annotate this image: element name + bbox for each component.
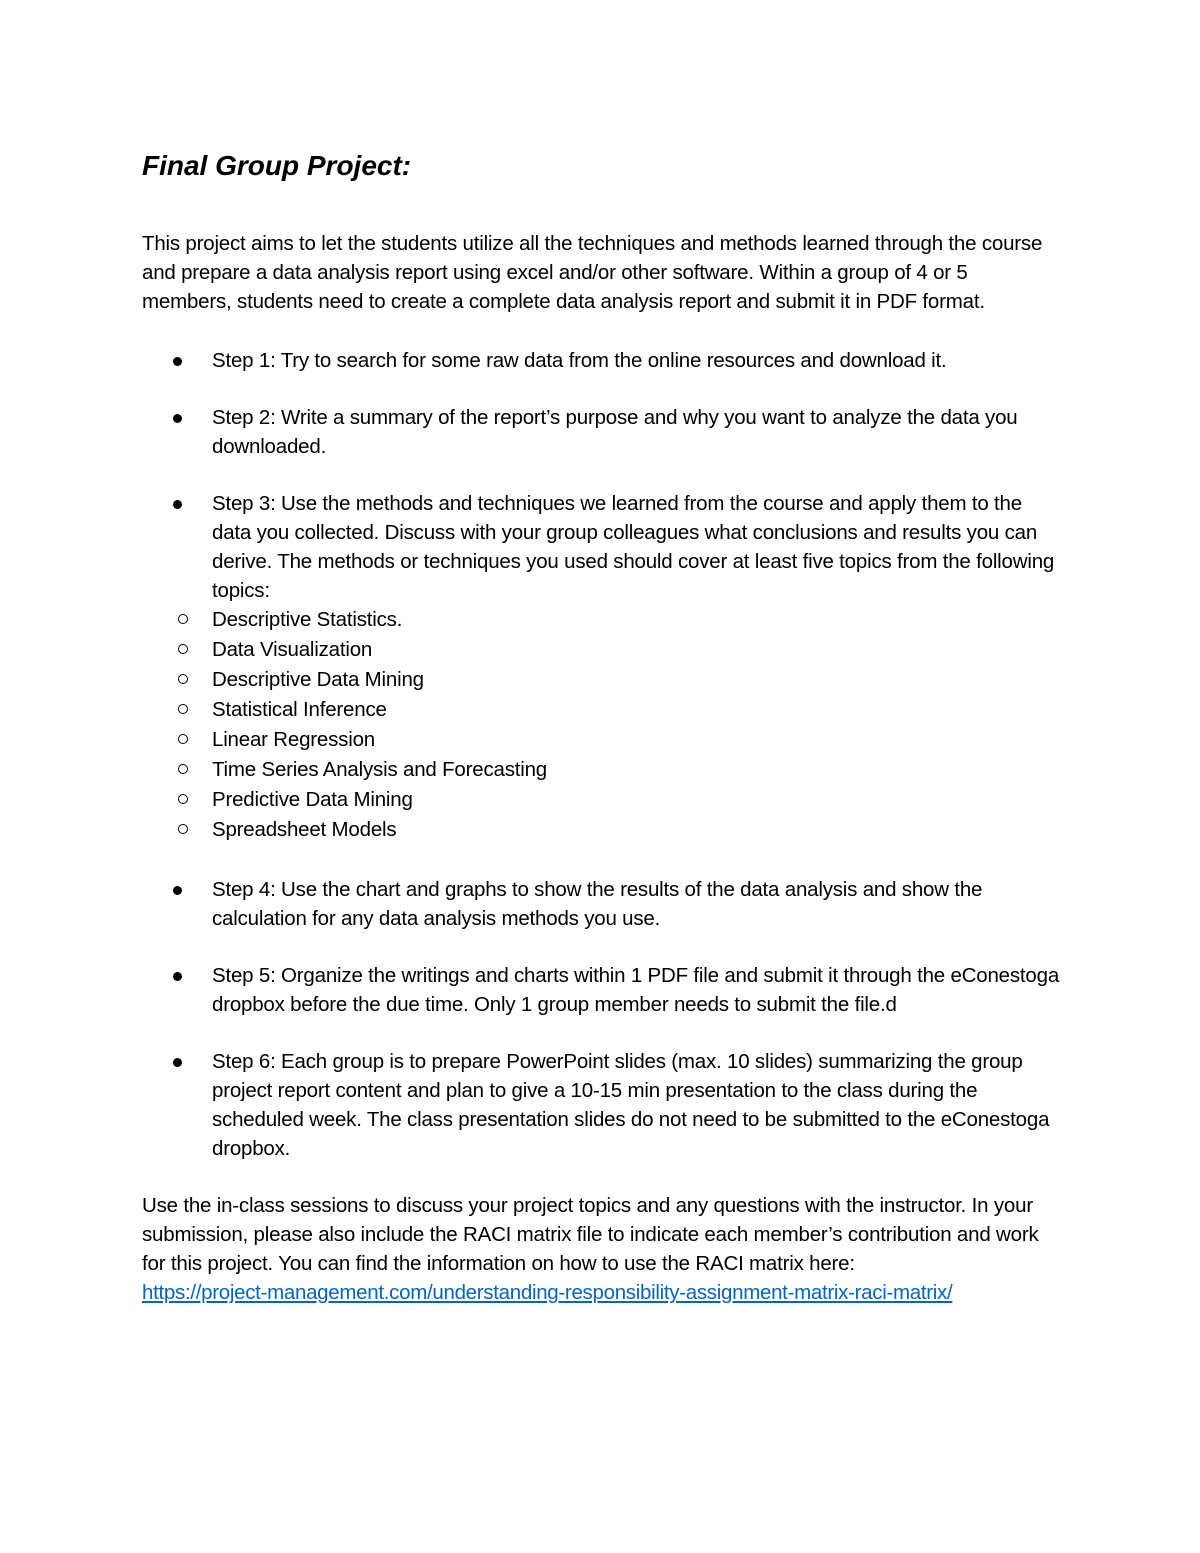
bullet-icon <box>173 357 182 366</box>
list-item-step-6 <box>142 1047 1062 1163</box>
document-body <box>142 146 1062 1307</box>
step-text: Step 5: Organize the writings and charts within 1 PDF file and submit it through the eConestoga dropbox before the due time. Only 1 group member needs to submit the file.d <box>212 964 1060 1016</box>
list-item-step-1 <box>142 346 1062 375</box>
circle-bullet-icon <box>178 704 188 714</box>
bullet-icon <box>173 886 182 895</box>
bullet-icon <box>173 972 182 981</box>
topic-text: Descriptive Data Mining <box>212 668 424 691</box>
bullet-icon <box>173 414 182 423</box>
topic-item <box>142 755 1062 785</box>
closing-paragraph <box>142 1191 1062 1307</box>
closing-text: Use the in-class sessions to discuss your project topics and any questions with the instructor. In your submission, please also include the RACI matrix file to indicate each member’s contribution and work for this project. You can find the information on how to use the RACI matrix here: <box>142 1194 1039 1275</box>
raci-matrix-link[interactable]: https://project-management.com/understanding-responsibility-assignment-matrix-raci-matrix/ <box>142 1281 953 1304</box>
bullet-icon <box>173 1058 182 1067</box>
topic-text: Descriptive Statistics. <box>212 608 403 631</box>
topic-item <box>142 725 1062 755</box>
list-item-step-4 <box>142 875 1062 933</box>
bullet-icon <box>173 500 182 509</box>
intro-paragraph: This project aims to let the students utilize all the techniques and methods learned through the course and prepare a data analysis report using excel and/or other software. Within a group of 4 or 5 members, students need to create a complete data analysis report and submit it in PDF format. <box>142 232 1043 313</box>
topics-list <box>142 605 1062 845</box>
topic-text: Linear Regression <box>212 728 375 751</box>
topic-text: Statistical Inference <box>212 698 387 721</box>
topic-text: Data Visualization <box>212 638 373 661</box>
circle-bullet-icon <box>178 764 188 774</box>
circle-bullet-icon <box>178 614 188 624</box>
list-item-step-5 <box>142 961 1062 1019</box>
circle-bullet-icon <box>178 734 188 744</box>
topic-text: Predictive Data Mining <box>212 788 413 811</box>
step-text: Step 6: Each group is to prepare PowerPoint slides (max. 10 slides) summarizing the group project report content and plan to give a 10-15 min presentation to the class during the scheduled week. The class presentation slides do not need to be submitted to the eConestoga dropbox. <box>212 1050 1050 1160</box>
list-item-step-3 <box>142 489 1062 845</box>
step-text: Step 1: Try to search for some raw data from the online resources and download it. <box>212 349 947 372</box>
topic-item <box>142 605 1062 635</box>
topic-text: Time Series Analysis and Forecasting <box>212 758 547 781</box>
step-text: Step 2: Write a summary of the report’s purpose and why you want to analyze the data you downloaded. <box>212 406 1018 458</box>
topic-item <box>142 785 1062 815</box>
circle-bullet-icon <box>178 794 188 804</box>
circle-bullet-icon <box>178 674 188 684</box>
list-item-step-2 <box>142 403 1062 461</box>
topic-item <box>142 695 1062 725</box>
topic-item <box>142 635 1062 665</box>
page-title: Final Group Project: <box>142 150 412 181</box>
step-text: Step 3: Use the methods and techniques we learned from the course and apply them to the data you collected. Discuss with your group colleagues what conclusions and results you can derive. The methods or techniques you used should cover at least five topics from the following topics: <box>212 492 1055 602</box>
circle-bullet-icon <box>178 644 188 654</box>
topic-text: Spreadsheet Models <box>212 818 397 841</box>
circle-bullet-icon <box>178 824 188 834</box>
topic-item <box>142 815 1062 845</box>
steps-list <box>142 346 1062 1163</box>
step-text: Step 4: Use the chart and graphs to show the results of the data analysis and show the calculation for any data analysis methods you use. <box>212 878 983 930</box>
topic-item <box>142 665 1062 695</box>
